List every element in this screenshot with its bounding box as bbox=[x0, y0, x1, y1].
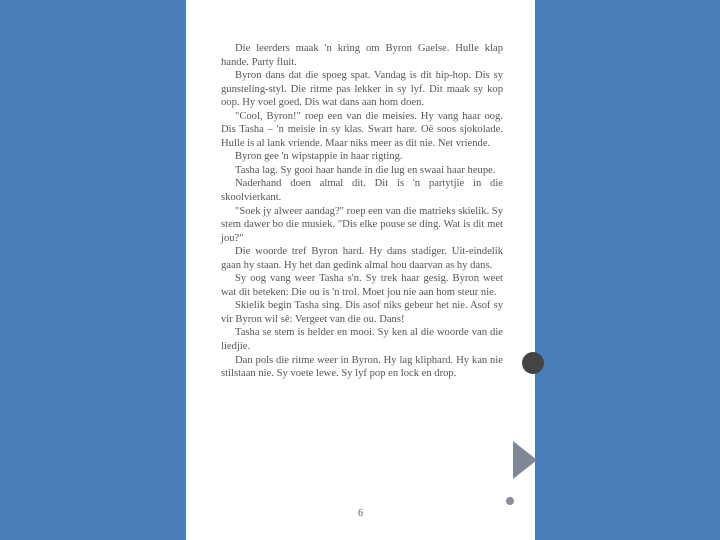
paragraph: "Cool, Byron!" roep een van die meisies. Hy vang haar oog. Dis Tasha – 'n meisie in sy klas. Swart hare. Oë soos sjokolade. Hulle is al lank vriende. Maar niks meer as dit nie. Net vriende. bbox=[221, 110, 503, 149]
paragraph: Dan pols die ritme weer in Byron. Hy lag kliphard. Hy kan nie stilstaan nie. Sy voete lewe. Sy lyf pop en lock en drop. bbox=[221, 354, 503, 380]
decorative-dot bbox=[506, 497, 514, 505]
page-number: 6 bbox=[358, 508, 363, 519]
book-page bbox=[186, 0, 535, 540]
decorative-triangle bbox=[513, 441, 537, 479]
paragraph: Tasha se stem is helder en mooi. Sy ken al die woorde van die liedjie. bbox=[221, 327, 503, 353]
paragraph: Skielik begin Tasha sing. Dis asof niks gebeur het nie. Asof sy vir Byron wil sê: Vergeet van die ou. Dans! bbox=[221, 300, 503, 325]
paragraph: Die leerders maak 'n kring om Byron Gaelse. Hulle klap hande. Party fluit. bbox=[221, 43, 503, 68]
paragraph: Byron dans dat die spoeg spat. Vandag is dit hip-hop. Dis sy gunsteling-styl. Die ritme pas lekker in sy lyf. Dit maak sy kop oop. Hy voel goed. Dis wat dans aan hom doen. bbox=[221, 70, 503, 109]
decorative-circle bbox=[522, 352, 544, 374]
paragraph: Die woorde tref Byron hard. Hy dans stadiger. Uit-eindelik gaan hy staan. Hy het dan gedink almal hou daarvan as hy dans. bbox=[221, 246, 503, 271]
paragraph: Tasha lag. Sy gooi haar hande in die lug en swaai haar heupe. bbox=[235, 164, 496, 176]
paragraph: Byron gee 'n wipstappie in haar rigting. bbox=[235, 151, 403, 163]
paragraph: Sy oog vang weer Tasha s'n. Sy trek haar gesig. Byron weet wat dit beteken: Die ou is 'n trol. Moet jou nie aan hom steur nie. bbox=[221, 273, 503, 298]
paragraph: "Soek jy alweer aandag?" roep een van die matrieks skielik. Sy stem dawer bo die musiek. "Dis elke pouse se ding. Wat is dit met jou?" bbox=[221, 205, 503, 244]
paragraph: Naderhand doen almal dit. Dit is 'n partytjie in die skoolvierkant. bbox=[221, 178, 503, 204]
story-text bbox=[221, 42, 503, 381]
